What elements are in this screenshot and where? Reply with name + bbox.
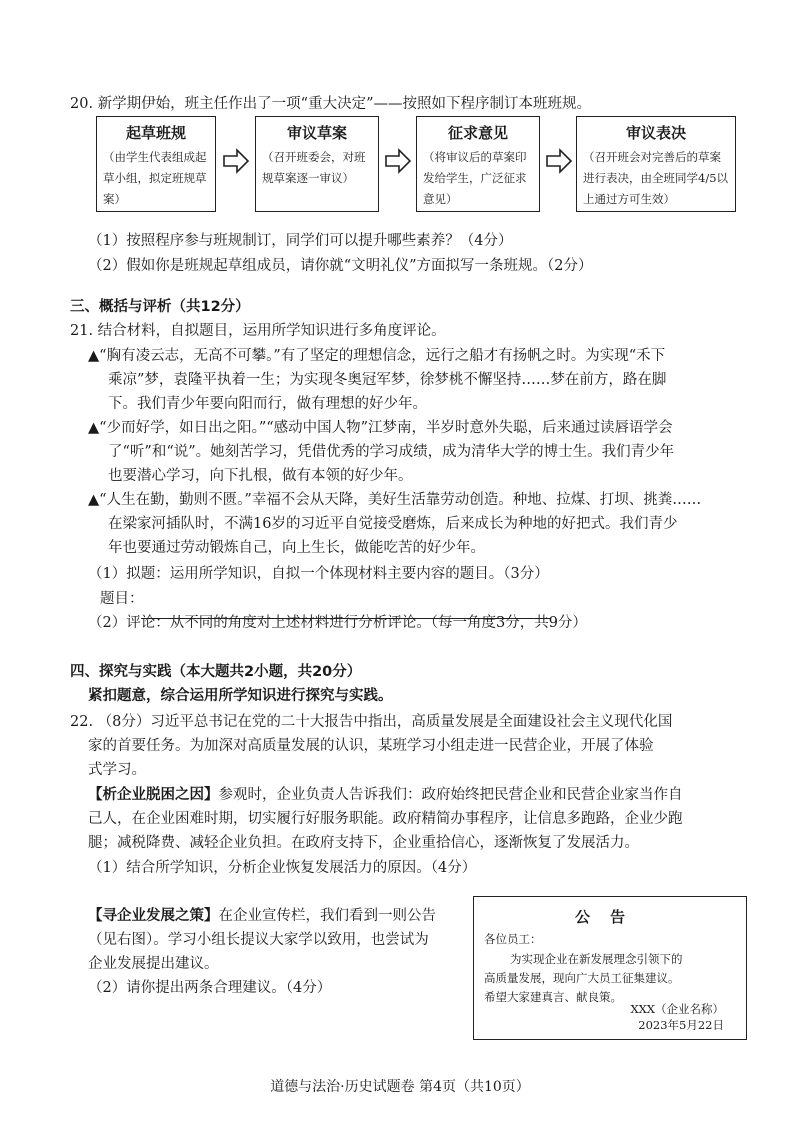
q21-material1-line: 下。我们青少年要向阳而行，做有理想的好少年。: [108, 396, 427, 412]
section4-heading: 四、探究与实践（本大题共2小题，共20分）: [70, 664, 362, 680]
q21-material2-line: 也要潜心学习，向下扎根，做有本领的好少年。: [108, 468, 413, 484]
notice-body-line: 高质量发展，现向广大员工征集建议。: [484, 971, 680, 985]
q21-sub2: （2）评论：从不同的角度对上述材料进行分析评论。（每一角度3分，共9分）: [88, 615, 587, 631]
q21-title-label: 题目：: [100, 591, 144, 607]
q22-part1-label: 【析企业脱困之因】: [88, 787, 219, 803]
q22-part1-line: [88, 783, 683, 804]
q21-stem: 21. 结合材料，自拟题目，运用所学知识进行多角度评论。: [70, 323, 446, 339]
step-title: 审议草案: [286, 124, 347, 142]
notice-date: 2023年5月22日: [638, 1018, 724, 1032]
q22-stem-line: 家的首要任务。为加深对高质量发展的认识，某班学习小组走进一民营企业，开展了体验: [88, 738, 654, 754]
page-footer: 道德与法治·历史试题卷 第4页（共10页）: [270, 1079, 530, 1095]
q21-sub1: （1）拟题：运用所学知识，自拟一个体现材料主要内容的题目。（3分）: [88, 566, 549, 582]
q22-part1-line: 己人，在企业困难时期，切实履行好服务职能。政府精简办事程序，让信息多跑路，企业少跑: [88, 811, 683, 827]
arrow-right-icon: [384, 148, 412, 174]
q21-material1-line: 乘凉”梦，袁隆平执着一生；为实现冬奥冠军梦，徐梦桃不懈坚持……梦在前方，路在脚: [108, 372, 667, 388]
q22-part2-label: 【寻企业发展之策】: [88, 908, 219, 924]
q22-part1-line: 腿；减税降费、减轻企业负担。在政府支持下，企业重拾信心，逐渐恢复了发展活力。: [88, 835, 639, 851]
q22-part2-text: 在企业宣传栏，我们看到一则公告: [218, 908, 436, 924]
step-box-review: [255, 116, 379, 212]
step-box-vote: [576, 116, 736, 212]
q21-material3-line: 在梁家河插队时，不满16岁的习近平自觉接受磨炼，后来成长为种地的好把式。我们青少: [108, 516, 678, 532]
section3-heading: 三、概括与评析（共12分）: [70, 299, 250, 315]
q22-part2-line: （见右图）。学习小组长提议大家学以致用，也尝试为: [88, 932, 429, 948]
step-title: 征求意见: [447, 124, 508, 142]
q21-material3-line: ▲“人生在勤，勤则不匮。”幸福不会从天降，美好生活靠劳动创造。种地、拉煤、打坝、挑粪……: [88, 492, 702, 508]
q21-material2-line: 了“听”和“说”。她刻苦学习，凭借优秀的学习成绩，成为清华大学的博士生。我们青少年: [108, 444, 675, 460]
notice-title: 公告: [574, 908, 645, 926]
step-title: 审议表决: [625, 124, 686, 142]
step-desc: （将审议后的草案印发给学生，广泛征求意见）: [423, 150, 527, 206]
q22-sub1: （1）结合所学知识，分析企业恢复发展活力的原因。（4分）: [88, 860, 477, 876]
q22-part2-line: [88, 904, 436, 925]
q20-sub2: （2）假如你是班规起草组成员，请你就“文明礼仪”方面拟写一条班规。（2分）: [88, 258, 593, 274]
section4-instruction: 紧扣题意，综合运用所学知识进行探究与实践。: [88, 688, 393, 704]
q22-stem-line: 式学习。: [88, 762, 146, 778]
notice-signature: XXX（企业名称）: [630, 1002, 724, 1016]
notice-greeting: 各位员工：: [484, 932, 542, 946]
step-box-draft: [96, 116, 216, 212]
arrow-right-icon: [222, 148, 250, 174]
step-desc: （由学生代表组成起草小组，拟定班规草案）: [103, 150, 207, 206]
arrow-right-icon: [545, 148, 573, 174]
q22-sub2: （2）请你提出两条合理建议。（4分）: [88, 980, 332, 996]
q20-sub1: （1）按照程序参与班规制订，同学们可以提升哪些素养？（4分）: [88, 233, 513, 249]
notice-box: [473, 896, 747, 1040]
step-box-solicit: [416, 116, 540, 212]
step-desc: （召开班委会，对班规草案逐一审议）: [262, 150, 366, 185]
step-title: 起草班规: [125, 124, 186, 142]
step-desc: （召开班会对完善后的草案进行表决，由全班同学4/5以上通过方可生效）: [583, 150, 729, 206]
q22-stem-line: 22. （8分）习近平总书记在党的二十大报告中指出，高质量发展是全面建设社会主义现代化国: [70, 714, 673, 730]
q21-material1-line: ▲“胸有凌云志，无高不可攀。”有了坚定的理想信念，远行之船才有扬帆之时。为实现“禾下: [88, 348, 666, 364]
notice-body-line: 为实现企业在新发展理念引领下的: [510, 952, 683, 966]
q21-material3-line: 年也要通过劳动锻炼自己，向上生长，做能吃苦的好少年。: [108, 540, 485, 556]
q22-part1-text: 参观时，企业负责人告诉我们：政府始终把民营企业和民营企业家当作自: [218, 787, 683, 803]
q20-stem: 20. 新学期伊始，班主任作出了一项“重大决定”——按照如下程序制订本班班规。: [70, 96, 591, 112]
notice-body-line: 希望大家建真言、献良策。: [484, 990, 622, 1004]
q21-material2-line: ▲“少而好学，如日出之阳。”“感动中国人物”江梦南，半岁时意外失聪，后来通过读唇语学会: [88, 420, 673, 436]
q22-part2-line: 企业发展提出建议。: [88, 956, 219, 972]
